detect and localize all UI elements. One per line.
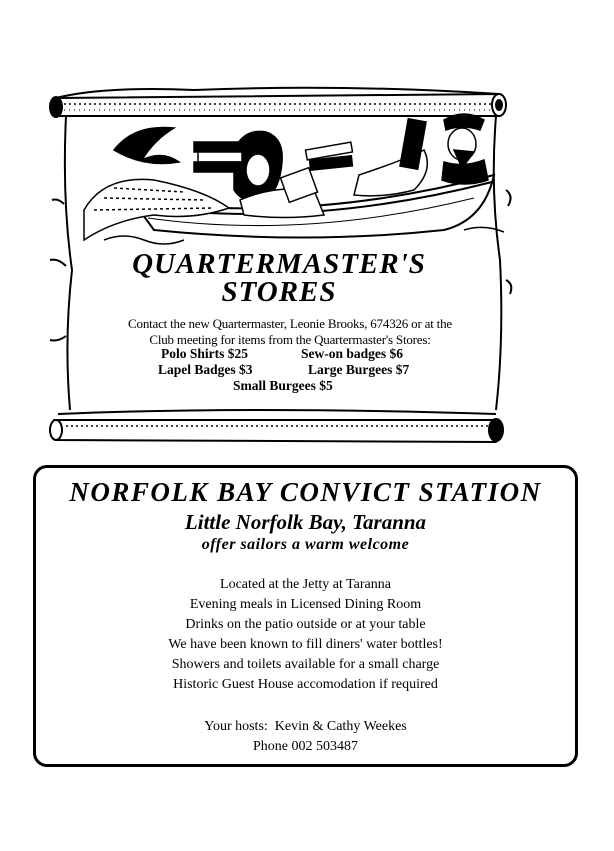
norfolk-contact: [36, 717, 575, 757]
list-item: We have been known to fill diners' water bottles!: [168, 637, 443, 652]
list-item: Drinks on the patio outside or at your table: [185, 617, 426, 632]
price-item-sew-on-badges: Sew-on badges $6: [301, 346, 404, 361]
norfolk-phone: Phone 002 503487: [253, 739, 358, 754]
price-item-lapel-badges: Lapel Badges $3: [158, 362, 253, 377]
sailor-figure: [354, 114, 488, 196]
list-item: Evening meals in Licensed Dining Room: [189, 597, 422, 612]
quartermaster-body: [90, 316, 490, 348]
scroll-top-roll: [50, 88, 506, 117]
norfolk-bay-ad: [33, 465, 578, 767]
mermaid-figure: [234, 131, 324, 217]
quartermaster-title-line1: QUARTERMASTER'S: [132, 248, 426, 280]
quartermaster-title-line2: STORES: [221, 276, 337, 308]
quartermaster-scroll-ad: [44, 80, 514, 450]
norfolk-title: NORFOLK BAY CONVICT STATION: [69, 477, 542, 507]
price-item-polo-shirts: Polo Shirts $25: [161, 346, 249, 361]
price-item-small-burgees: Small Burgees $5: [233, 378, 333, 393]
list-item: Historic Guest House accomodation if required: [173, 677, 438, 692]
price-item-large-burgees: Large Burgees $7: [308, 362, 410, 377]
list-item: Located at the Jetty at Taranna: [220, 577, 391, 592]
norfolk-tagline: offer sailors a warm welcome: [201, 536, 410, 553]
norfolk-details-list: [36, 575, 575, 695]
quartermaster-contact-line2: Club meeting for items from the Quartermaster's Stores:: [149, 332, 431, 347]
norfolk-hosts: Your hosts: Kevin & Cathy Weekes: [204, 719, 407, 734]
norfolk-subtitle: Little Norfolk Bay, Taranna: [184, 510, 427, 534]
scroll-bottom-roll: [50, 410, 503, 442]
list-item: Showers and toilets available for a small charge: [171, 657, 440, 672]
quartermaster-contact-line1: Contact the new Quartermaster, Leonie Brooks, 674326 or at the: [128, 316, 452, 331]
